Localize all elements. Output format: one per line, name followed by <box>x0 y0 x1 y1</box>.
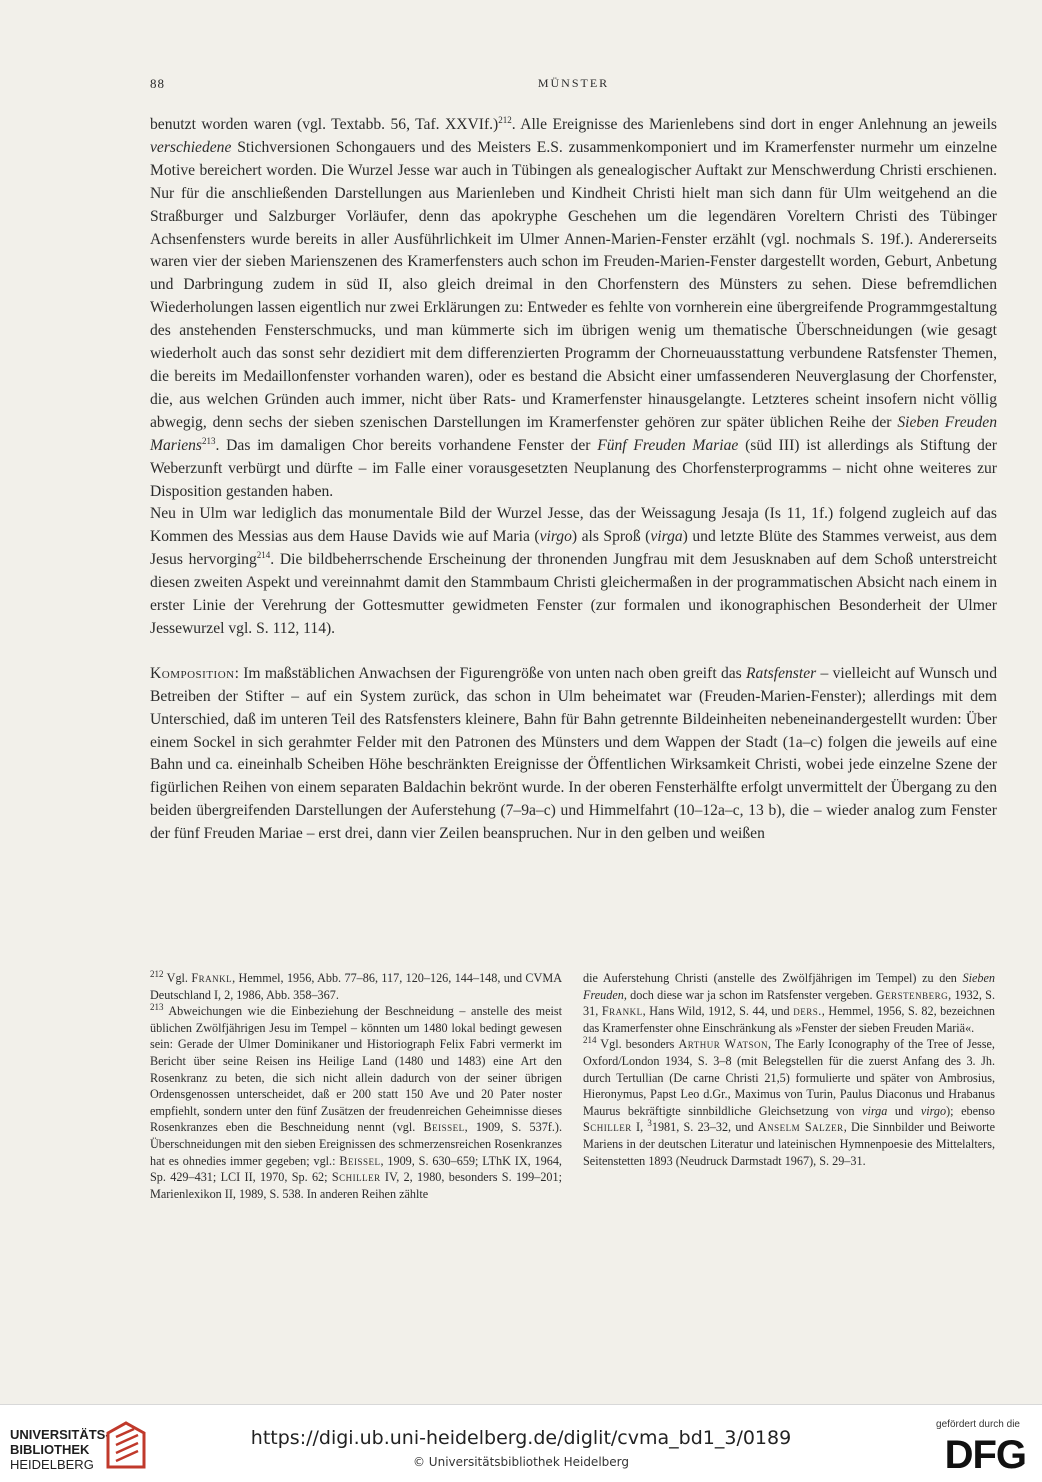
footnote-213-continued: die Auferstehung Christi (anstelle des Zwölfjährigen im Tempel) zu den Sieben Freuden, doch diese war ja schon im Ratsfenster vergeben. Gerstenberg, 1932, S. 31, Frankl, Hans Wild, 1912, S. 44, und ders., Hemmel, 1956, S. 82, bezeichnen das Kramerfenster ohne Einschränkung als »Fenster der sieben Freuden Mariä«. <box>583 971 995 1035</box>
footnote-ref-214[interactable]: 214 <box>256 550 271 561</box>
footnote-212: $^{212}$ Vgl. Frankl, Hemmel, 1956, Abb. 77–86, 117, 120–126, 144–148, und CVMA Deutschland I, 2, 1986, Abb. 358–367. <box>150 968 562 1002</box>
paragraph-2: Neu in Ulm war lediglich das monumentale Bild der Wurzel Jesse, das der Weissagung Jesaja (Is 11, 1f.) folgend zugleich auf das Kommen des Messias aus dem Hause Davids wie auf Maria (virgo) als Sproß (virga) und letzte Blüte des Stammes verweist, aus dem Jesus hervorging$^{214}$. Die bildbeherrschende Erscheinung der thronenden Jungfrau mit dem Jesusknaben auf dem Schoß unterstreicht diesen zweiten Aspekt und vereinnahmt damit den Stammbaum Christi gleichermaßen in der programmatischen Absicht nach einem in erster Linie der Verehrung der Gottesmutter gewidmeten Fenster (zur formalen und ikonographischen Besonderheit der Ulmer Jessewurzel vgl. S. 112, 114). <box>150 505 997 637</box>
footnote-ref-213[interactable]: 213 <box>201 435 216 446</box>
library-name[interactable]: UNIVERSITÄTS- BIBLIOTHEK HEIDELBERG <box>10 1427 110 1472</box>
permalink-url[interactable]: https://digi.ub.uni-heidelberg.de/diglit/cvma_bd1_3/0189 <box>250 1427 792 1449</box>
viewer-footer <box>0 1404 1042 1482</box>
paragraph-3: Komposition: Im maßstäblichen Anwachsen der Figurengröße von unten nach oben greift das Ratsfenster – vielleicht auf Wunsch und Betreiben der Stifter – auf ein System zurück, das schon in Ulm beheimatet war (Freuden-Marien-Fenster); allerdings mit dem Unterschied, daß im unteren Teil des Ratsfensters kleinere, Bahn für Bahn getrennte Bildeinheiten nebeneinandergestellt wurden: Über einem Sockel in sich gerahmter Felder mit den Patronen des Münsters und dem Wappen der Stadt (1a–c) folgen die jeweils auf eine Bahn und ca. eineinhalb Scheiben Höhe beschränkten Ereignisse der Öffentlichen Wirksamkeit Christi, wobei jede einzelne Szene der figürlichen Reihen von einem separaten Baldachin bekrönt wurde. In der oberen Fensterhälfte erfolgt unvermittelt der Übergang zu den beiden übergreifenden Darstellungen der Auferstehung (7–9a–c) und Himmelfahrt (10–12a–c, 13 b), die – wieder analog zum Fenster der fünf Freuden Mariae – erst drei, dann vier Zeilen beanspruchen. Nur in den gelben und weißen <box>150 664 997 843</box>
running-header <box>150 76 997 94</box>
funding-label: gefördert durch die <box>936 1419 1020 1430</box>
section-heading: Komposition <box>150 664 235 682</box>
footnote-ref-212[interactable]: 212 <box>498 114 512 125</box>
page-number: 88 <box>150 76 165 91</box>
footnote-column-left <box>150 970 562 1202</box>
copyright-notice: © Universitätsbibliothek Heidelberg <box>412 1455 629 1469</box>
running-title: MÜNSTER <box>537 76 610 90</box>
footnote-214: $^{214}$ Vgl. besonders Arthur Watson, The Early Iconography of the Tree of Jesse, Oxford/London 1934, S. 3–8 (mit Belegstellen für die zuerst Anfang des 3. Jh. durch Tertullian (De carne Christi 21,5) formulierte und später von Ambrosius, Hieronymus, Papst Leo d.Gr., Maximus von Turin, Paulus Diaconus und Hrabanus Maurus bekräftigte sinnbildliche Gleichsetzung von virga und virgo); ebenso Schiller I, $^3$1981, S. 23–32, und Anselm Salzer, Die Sinnbilder und Beiworte Mariens in der deutschen Literatur und lateinischen Hymnenpoesie des Mittelalters, Seitenstetten 1893 (Neudruck Darmstadt 1967), S. 29–31. <box>583 1035 996 1168</box>
main-text <box>150 114 997 846</box>
paragraph-1: benutzt worden waren (vgl. Textabb. 56, Taf. XXVIf.)$^{212}$. Alle Ereignisse des Marienlebens sind dort in enger Anlehnung an jeweils verschiedene Stichversionen Schongauers und des Meisters E.S. zusammenkomponiert und im Kramerfenster nurmehr um einzelne Motive bereichert worden. Die Wurzel Jesse war auch in Tübingen als genealogischer Auftakt zur Menschwerdung Christi erschienen. Nur für die anschließenden Darstellungen aus Marienleben und Kindheit Christi hielt man sich dann für Ulm weitgehend an die Straßburger und Salzburger Vorläufer, denn das apokryphe Geschehen um die legendären Voreltern Christi des Tübinger Achsenfensters wurde bereits in aller Ausführlichkeit im Ulmer Annen-Marien-Fenster erzählt (vgl. nochmals S. 19f.). Andererseits waren vier der sieben Marienszenen des Kramerfensters auch schon im Freuden-Marien-Fenster dargestellt worden, Geburt, Anbetung und Darbringung zudem in süd II, also gleich dreimal in den Chorfenstern des Münsters zu sehen. Diese befremdlichen Wiederholungen lassen eigentlich nur zwei Erklärungen zu: Entweder es fehlte von vornherein eine übergreifende Programmgestaltung des anstehenden Fensterschmucks, und man kümmerte sich im übrigen wenig um thematische Überschneidungen (wie gesagt wiederholt auch das sonst sehr dezidiert mit dem differenzierten Programm der Chorneuausstattung verbundene Ratsfenster Themen, die bereits im Medaillonfenster vorhanden waren), oder es bestand die Absicht einer umfassenderen Neuverglasung der Chorfenster, die, aus welchen Gründen auch immer, nicht über Rats- und Kramerfenster hinausgelangte. Letzteres scheint insofern nicht völlig abwegig, denn sechs der sieben szenischen Darstellungen im Kramerfenster gehören zur später üblichen Reihe der Sieben Freuden Mariens$^{213}$. Das im damaligen Chor bereits vorhandene Fenster der Fünf Freuden Mariae (süd III) ist allerdings als Stiftung der Weberzunft verbürgt und dürfte – im Falle einer vorausgesetzten Neuplanung des Chorfensterprogramms – nicht ohne weiteres zur Disposition gestanden haben. <box>150 114 997 500</box>
footnote-213: $^{213}$ Abweichungen wie die Einbeziehung der Beschneidung – anstelle des meist üblichen Zwölfjährigen Jesu im Tempel – könnten um 1480 lokal bedingt gewesen sein: Gerade der Ulmer Dominikaner und Historiograph Felix Fabri vermerkt im Bericht über seine Reisen ins Heilige Land (1480 und 1483) eine Art den Rosenkranz zu beten, die sich nicht allein dadurch von der seiner übrigen Ordensgenossen unterscheidet, daß er 200 statt 150 Ave und 20 Pater noster empfiehlt, sondern unter den fünf Zusätzen der freudenreichen Geheimnisse dieses Rosenkranzes eben die Beschneidung nennt (vgl. Beissel, 1909, S. 537f.). Überschneidungen mit den sieben Ereignissen des schmerzensreichen Rosenkranzes hat es ohnedies immer gegeben; vgl.: Beissel, 1909, S. 630–659; LThK IX, 1964, Sp. 429–431; LCI II, 1970, Sp. 62; Schiller IV, 2, 1980, besonders S. 199–201; Marienlexikon II, 1989, S. 538. In anderen Reihen zählte <box>150 1002 562 1201</box>
footnote-column-right <box>583 970 995 1169</box>
dfg-logo[interactable]: DFG <box>944 1433 1026 1477</box>
